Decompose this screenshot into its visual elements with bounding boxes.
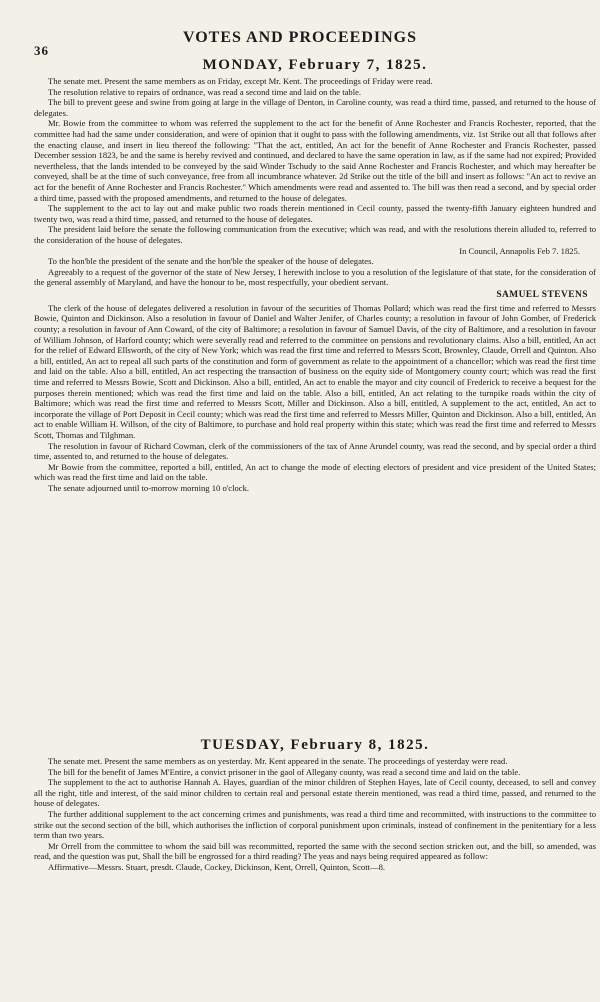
- paragraph: Mr Bowie from the committee, reported a bill, entitled, An act to change the mode of electing electors of president and vice president of the United States; which was read the first time and laid on the table.: [34, 461, 596, 483]
- paragraph: Mr. Bowie from the committee to whom was referred the supplement to the act for the benefit of Anne Rochester and Francis Rochester, reported, that the committee had had the same under consideration, and were of opinion that it ought to pass with the following amendments, viz. 1st Strike out all that follows after the enacting clause, and insert in lieu thereof the following: "That the act, entitled, An act for the benefit of Anne Rochester and Francis Rochester, passed December session 1823, be and the same is hereby revived and continued, and declared to have the same operation in law, as if the same had not expired; Provided nevertheless, that the lands intended to be conveyed by the said Winder Tschudy to the said Anne Rochester and Francis Rochester, and which may hereafter be conveyed, shall be at the time of such conveyance, free from all incumbrance whatever. 2d Strike out the title of the bill and insert as follows: "An act to revive an act for the benefit of Anne Rochester and Francis Rochester." Which amendments were read and assented to. The bill was then read a second, and by special order a third time, passed with the proposed amendments, and returned to the house of delegates.: [34, 118, 596, 203]
- paragraph: Mr Orrell from the committee to whom the said bill was recommitted, reported the same with the second section stricken out, and the bill, so amended, was read, and the question was put, Shall the bill be engrossed for a third reading? The yeas and nays being required appeared as follow:: [34, 840, 596, 862]
- paragraph: The president laid before the senate the following communication from the executive; which was read, and with the resolutions therein alluded to, referred to the consideration of the house of delegates.: [34, 224, 596, 245]
- paragraph: The resolution in favour of Richard Cowman, clerk of the commissioners of the tax of Anne Arundel county, was read the second, and by special order a third time, assented to, and returned to the house of delegates.: [34, 440, 596, 462]
- day-heading-tuesday: TUESDAY, February 8, 1825.: [200, 737, 430, 753]
- paragraph: The resolution relative to repairs of ordnance, was read a second time and laid on the table.: [48, 86, 362, 97]
- paragraph: The bill for the benefit of James M'Entire, a convict prisoner in the gaol of Allegany county, was read a second time and laid on the table.: [48, 766, 521, 777]
- vote-tally: Affirmative—Messrs. Stuart, presdt. Claude, Cockey, Dickinson, Kent, Orrell, Quinton, Scott—8.: [48, 861, 386, 872]
- paragraph: The supplement to the act to lay out and make public two roads therein mentioned in Cecil county, passed the twenty-fifth January eighteen hundred and twenty two, was read a third time, passed, and returned to the house of delegates.: [34, 203, 596, 224]
- running-head-title: VOTES AND PROCEEDINGS: [182, 29, 418, 46]
- letter-signature: SAMUEL STEVENS: [496, 289, 588, 300]
- paragraph: The further additional supplement to the act concerning crimes and punishments, was read a third time and recommitted, with instructions to the committee to strike out the second section of the bill, which authorises the infliction of corporal punishment upon criminals, instead of confinement in the penitentiary for a less term than two years.: [34, 808, 596, 841]
- day-heading-monday: MONDAY, February 7, 1825.: [202, 57, 428, 73]
- paragraph: The supplement to the act to authorise Hannah A. Hayes, guardian of the minor children of Stephen Hayes, late of Cecil county, deceased, to sell and convey all the right, title and interest, of the said minor children to certain real and personal estate therein mentioned, was read a third time, passed, and returned to the house of delegates.: [34, 777, 596, 809]
- page-number: 36: [34, 43, 49, 58]
- day-section-monday: [34, 56, 596, 494]
- paragraph: The senate met. Present the same members as on Friday, except Mr. Kent. The proceedings of Friday were read.: [48, 76, 433, 86]
- letter-salutation: To the hon'ble the president of the senate and the hon'ble the speaker of the house of delegates.: [48, 256, 374, 267]
- letter-dateline: In Council, Annapolis Feb 7. 1825.: [459, 245, 580, 256]
- paragraph: The clerk of the house of delegates delivered a resolution in favour of the securities of Thomas Pollard; which was read the first time and referred to Messrs Bowie, Quinton and Dickinson. Also a resolution in favour of Daniel and Walter Jenifer, of Charles county; a resolution in favour of John Gomber, of Frederick county; a resolution in favour of Ann Coward, of the city of Baltimore; a resolution in favour of Samuel Davis, of the city of Baltimore, and a resolution in favour of William Johnson, of Harford county; which were severally read and referred to the committee on pensions and revolutionary claims. Also a bill, entitled, An act for the relief of Edward Ellsworth, of the city of New York; which was read the first time and referred to Messrs Scott, Brownley, Claude, Orrell and Quinton. Also a bill, entitled, An act to repeal all such parts of the constitution and form of government as relate to the appointment of a chancellor; which was read the first time and laid on the table. Also a bill, entitled, An act respecting the transaction of business on the equity side of Montgomery county court; which was read the first time and referred to Messrs Bowie, Scott and Dickinson. Also a bill, entitled, An act to enable the mayor and city council of Frederick to receive a bequest for the purposes therein mentioned; which was read the first time and laid on the table. Also a bill, entitled, An act relating to the turnpike roads within the city of Baltimore; which was read the first time and referred to Messrs Scott, Miller and Dickinson. Also a bill, entitled, A supplement to the act, entitled, An act to incorporate the village of Port Deposit in Cecil county; which was read the first time and referred to Messrs Miller, Quinton and Dickinson. Also a bill, entitled, An act to enable William H. Willson, of the city of Baltimore, to purchase and hold real property within this state; which was read the first time and referred to Messrs Scott, Thomas and Tilghman.: [34, 302, 596, 440]
- paragraph: The bill to prevent geese and swine from going at large in the village of Denton, in Caroline county, was read a third time, passed, and returned to the house of delegates.: [34, 97, 596, 118]
- paragraph: The senate adjourned until to-morrow morning 10 o'clock.: [48, 482, 250, 493]
- day-section-tuesday: [34, 736, 596, 873]
- paragraph: The senate met. Present the same members as on yesterday. Mr. Kent appeared in the senate. The proceedings of yesterday were read.: [48, 756, 508, 766]
- letter-body: Agreeably to a request of the governor of the state of New Jersey, I herewith inclose to you a resolution of the legislature of that state, for the consideration of the general assembly of Maryland, and have the honour to be, most respectfully, your obedient servant.: [34, 266, 596, 288]
